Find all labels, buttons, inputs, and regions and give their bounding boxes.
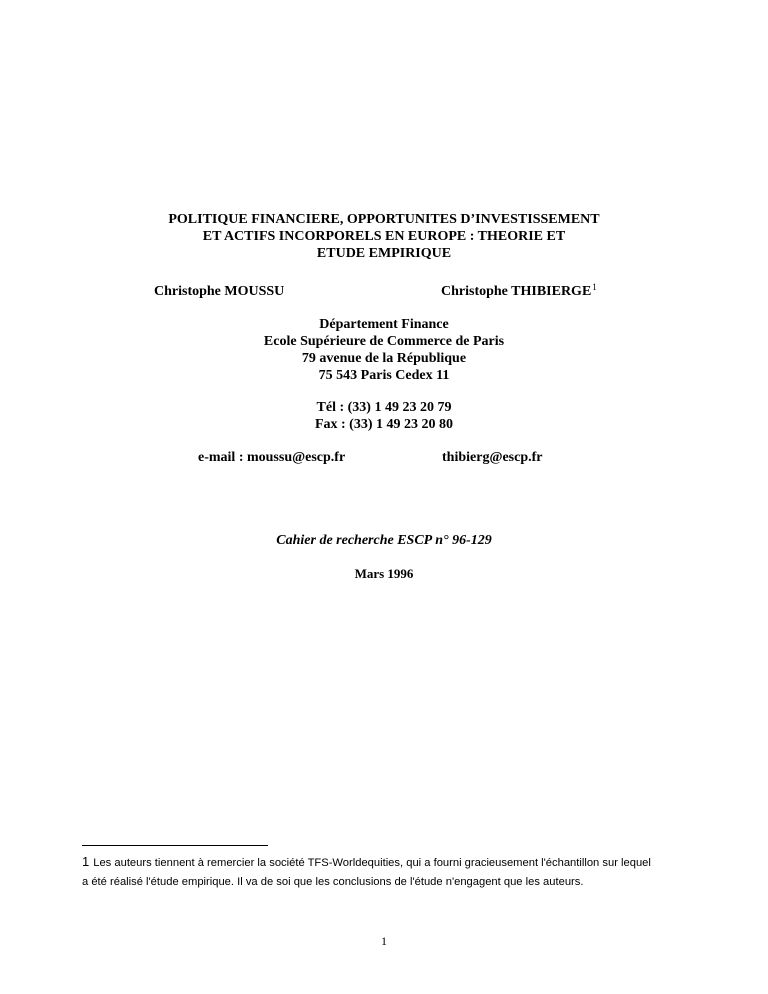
paper-title — [0, 211, 768, 262]
publication-date: Mars 1996 — [354, 566, 414, 581]
page-number: 1 — [381, 934, 387, 948]
title-line-2: ET ACTIFS INCORPORELS EN EUROPE : THEORIE ET — [202, 229, 566, 244]
phone-number: Tél : (33) 1 49 23 20 79 — [316, 400, 452, 415]
footnote-line-2: a été réalisé l'étude empirique. Il va de soi que les conclusions de l'étude n'engagent que les auteurs. — [82, 876, 584, 888]
department: Département Finance — [319, 317, 449, 332]
author-name: Christophe MOUSSU — [154, 284, 285, 299]
street-address: 79 avenue de la République — [301, 351, 467, 366]
author-thibierge — [441, 283, 597, 300]
series-number: Cahier de recherche ESCP n° 96-129 — [276, 533, 492, 548]
title-line-1: POLITIQUE FINANCIERE, OPPORTUNITES D’INVESTISSEMENT — [168, 212, 600, 227]
footnote-text-1: Les auteurs tiennent à remercier la société TFS-Worldequities, qui a fourni gracieusement l'échantillon sur lequel — [93, 857, 651, 869]
title-line-3: ETUDE EMPIRIQUE — [316, 246, 452, 261]
school-name: Ecole Supérieure de Commerce de Paris — [263, 334, 505, 349]
footnote-line-1 — [82, 852, 692, 873]
footnote — [82, 852, 692, 892]
affiliation-block — [0, 316, 768, 384]
footnote-mark: 1 — [82, 854, 90, 869]
city-address: 75 543 Paris Cedex 11 — [318, 368, 450, 383]
email-thibierge: thibierg@escp.fr — [442, 450, 543, 465]
fax-number: Fax : (33) 1 49 23 20 80 — [314, 417, 454, 432]
author-moussu — [154, 283, 284, 300]
footnote-divider — [82, 845, 268, 846]
contact-block — [0, 399, 768, 433]
footnote-reference: 1 — [592, 282, 597, 292]
email-moussu: e-mail : moussu@escp.fr — [198, 450, 346, 465]
author-name: Christophe THIBIERGE — [441, 284, 592, 299]
